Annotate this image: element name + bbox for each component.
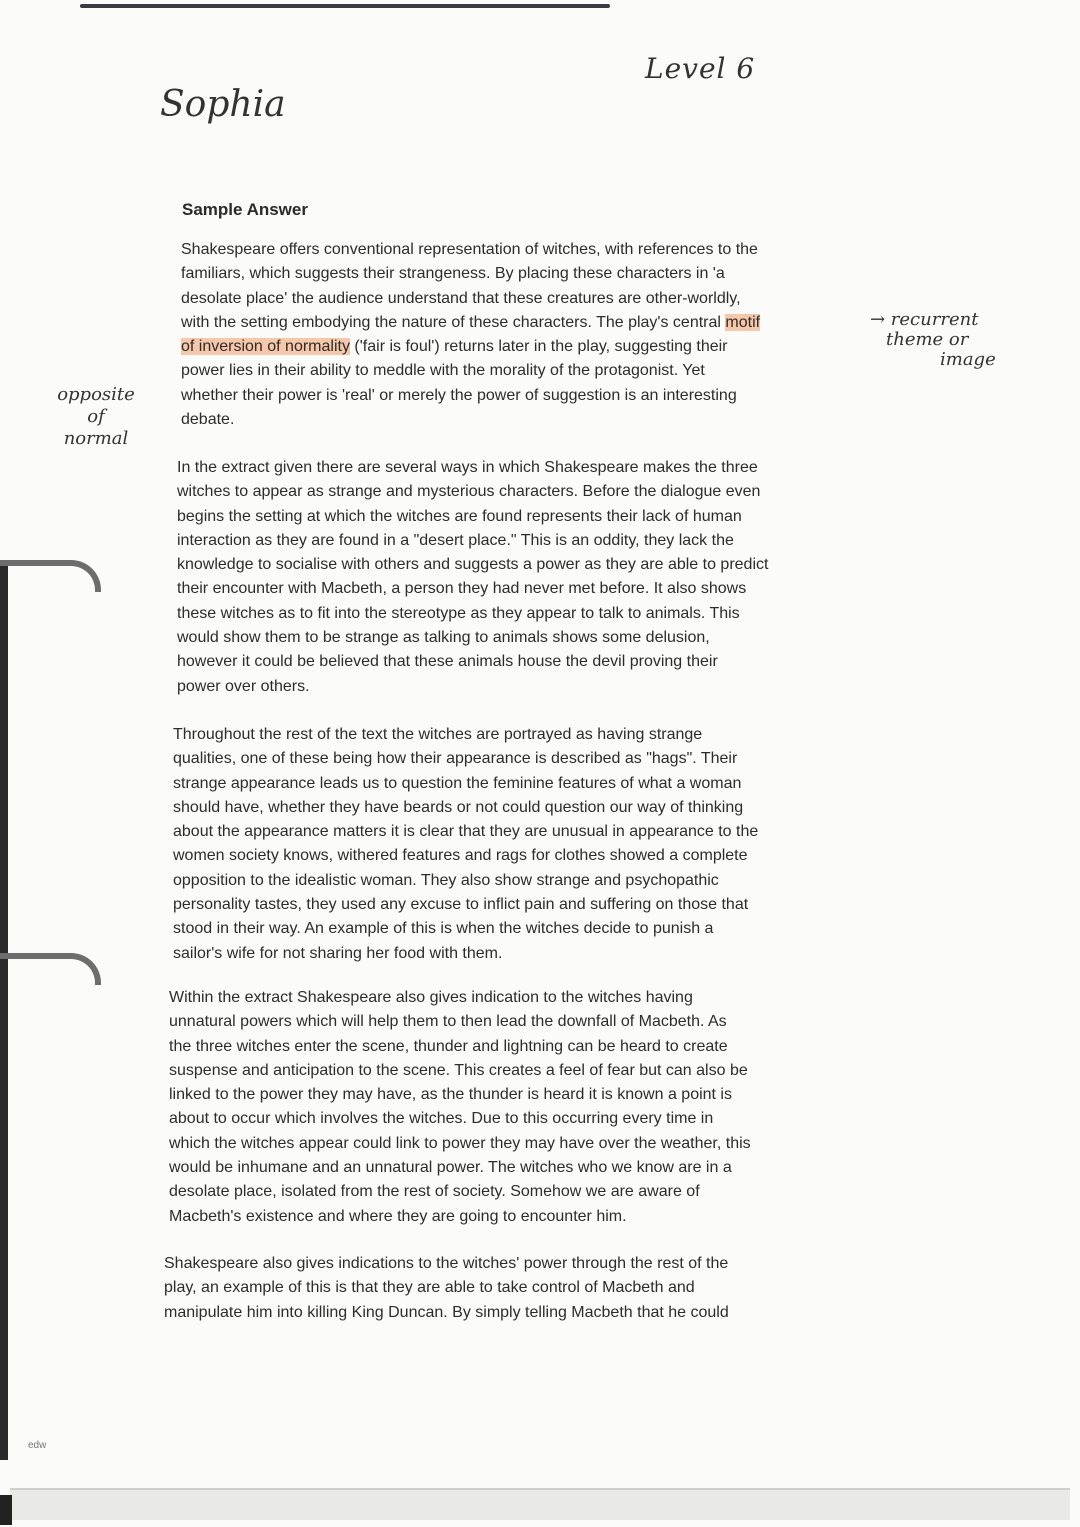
handwritten-level: Level 6 [645,52,756,85]
text-line: personality tastes, they used any excuse to inflict pain and suffering on those that [173,896,749,914]
text-fragment: ('fair is foul') returns later in the play, suggesting their [349,338,728,356]
highlighted-word: motif [725,313,761,331]
page-heading: Sample Answer [182,200,308,219]
paragraph-4 [169,986,869,1229]
text-line: women society knows, withered features and rags for clothes showed a complete [173,847,748,865]
text-line: power lies in their ability to meddle with the morality of the protagonist. Yet [181,362,705,380]
text-line [181,311,881,335]
bottom-page-edge [10,1488,1070,1520]
paragraph-3 [173,723,873,966]
text-line: suspense and anticipation to the scene. This creates a feel of fear but can also be [169,1061,748,1079]
text-line: the three witches enter the scene, thunder and lightning can be heard to create [169,1037,728,1055]
bottom-binder-edge [0,1495,12,1525]
text-line: opposition to the idealistic woman. They also show strange and psychopathic [173,871,719,889]
text-line: Shakespeare also gives indications to the witches' power through the rest of the [164,1255,729,1272]
text-line: whether their power is 'real' or merely the power of suggestion is an interesting [181,386,737,404]
top-rule [80,4,610,8]
text-line: their encounter with Macbeth, a person they had never met before. It also shows [177,580,747,598]
text-line: begins the setting at which the witches are found represents their lack of human [177,507,742,525]
margin-note-line: theme or [886,329,969,350]
text-line: linked to the power they may have, as the thunder is heard it is known a point is [169,1086,732,1104]
margin-note-right [870,310,1070,370]
margin-note-left [46,384,146,450]
text-line: however it could be believed that these animals house the devil proving their [177,653,718,671]
text-line: Within the extract Shakespeare also gives indication to the witches having [169,989,693,1006]
margin-note-line: → recurrent [870,309,979,330]
binder-ring-icon [0,953,101,985]
margin-note-line: opposite [57,384,135,405]
text-line: witches to appear as strange and mysterious characters. Before the dialogue even [177,483,761,501]
text-line: stood in their way. An example of this is when the witches decide to punish a [173,920,714,938]
binder-ring-icon [0,560,101,592]
text-line: interaction as they are found in a "desert place." This is an oddity, they lack the [177,531,734,549]
text-line: debate. [181,411,235,429]
text-line: these witches as to fit into the stereotype as they appear to talk to animals. This [177,604,740,622]
text-line: desolate place' the audience understand that these creatures are other-worldly, [181,289,741,307]
text-line [181,335,881,359]
text-line: Shakespeare offers conventional representation of witches, with references to the [181,241,758,258]
paragraph-1 [181,238,881,432]
text-line: power over others. [177,677,310,695]
text-line: about to occur which involves the witches. Due to this occurring every time in [169,1110,714,1128]
binder-spine [0,560,8,1460]
text-line: about the appearance matters it is clear that they are unusual in appearance to the [173,823,759,841]
text-line: strange appearance leads us to question the feminine features of what a woman [173,774,742,792]
paragraph-5 [164,1252,864,1325]
text-line: qualities, one of these being how their appearance is described as "hags". Their [173,750,738,768]
paragraph-2 [177,456,877,699]
margin-note-line: image [940,349,996,370]
handwritten-name: Sophia [160,84,286,125]
text-line: In the extract given there are several ways in which Shakespeare makes the three [177,459,758,476]
text-line: Throughout the rest of the text the witches are portrayed as having strange [173,726,703,743]
text-line: would show them to be strange as talking to animals shows some delusion, [177,629,710,647]
text-line: Macbeth's existence and where they are going to encounter him. [169,1207,627,1225]
text-line: would be inhumane and an unnatural power. The witches who we know are in a [169,1159,732,1177]
edge-mark: edw [28,1440,47,1451]
text-fragment: with the setting embodying the nature of these characters. The play's central [181,313,726,331]
text-line: manipulate him into killing King Duncan. By simply telling Macbeth that he could [164,1303,729,1321]
text-line: play, an example of this is that they are able to take control of Macbeth and [164,1279,695,1297]
margin-note-line: of [87,406,105,427]
text-line: unnatural powers which will help them to then lead the downfall of Macbeth. As [169,1013,727,1031]
text-line: familiars, which suggests their strangeness. By placing these characters in 'a [181,265,725,283]
text-line: which the witches appear could link to power they may have over the weather, this [169,1134,751,1152]
highlighted-phrase: of inversion of normality [181,338,350,356]
text-line: desolate place, isolated from the rest of society. Somehow we are aware of [169,1183,700,1201]
text-line: knowledge to socialise with others and suggests a power as they are able to predict [177,556,769,574]
text-line: sailor's wife for not sharing her food with them. [173,944,503,962]
text-line: should have, whether they have beards or not could question our way of thinking [173,798,744,816]
margin-note-line: normal [63,428,129,449]
